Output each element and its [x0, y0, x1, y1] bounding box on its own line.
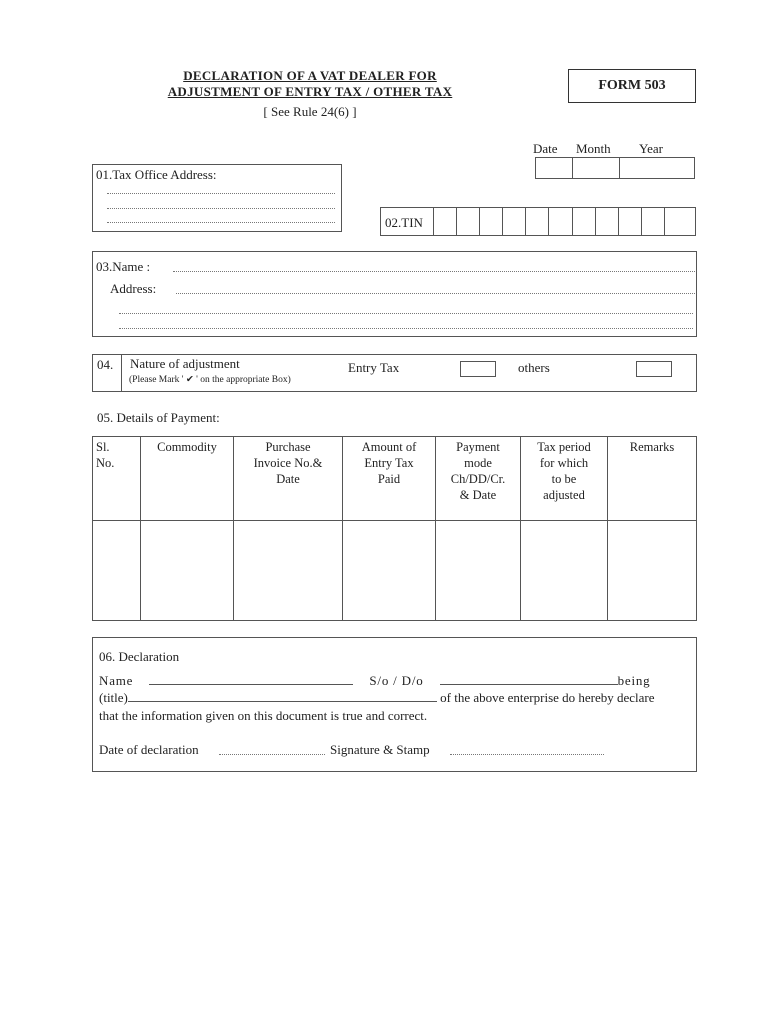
date-label: Date [533, 141, 558, 156]
payment-section-label: 05. Details of Payment: [97, 410, 220, 425]
tin-digit-cells[interactable] [433, 208, 695, 235]
column-header-remarks: Remarks [608, 437, 697, 521]
column-header-tax-period: Tax period for which to be adjusted [521, 437, 608, 521]
tin-box [380, 207, 696, 236]
adjustment-box [92, 354, 697, 392]
year-label: Year [639, 141, 663, 156]
tax-office-line-1[interactable] [107, 193, 335, 194]
column-header-payment-mode: Payment mode Ch/DD/Cr. & Date [436, 437, 521, 521]
declaration-being-label: being [617, 673, 651, 688]
month-label: Month [576, 141, 611, 156]
table-cell[interactable] [93, 521, 141, 621]
table-cell[interactable] [608, 521, 697, 621]
declaration-signature-label: Signature & Stamp [330, 742, 430, 757]
tax-office-line-2[interactable] [107, 208, 335, 209]
table-cell[interactable] [343, 521, 436, 621]
payment-table [92, 436, 697, 621]
table-cell[interactable] [234, 521, 343, 621]
table-cell[interactable] [436, 521, 521, 621]
declaration-date-label: Date of declaration [99, 742, 199, 757]
declaration-declare-text: of the above enterprise do hereby declare [440, 690, 655, 705]
address-line-2[interactable] [119, 313, 693, 314]
others-checkbox[interactable] [636, 361, 672, 377]
form-title-line2: ADJUSTMENT OF ENTRY TAX / OTHER TAX [167, 84, 453, 99]
declaration-title-label: (title) [99, 690, 128, 705]
entry-tax-label: Entry Tax [348, 360, 400, 375]
adjustment-note: (Please Mark ' ✔ ' on the appropriate Box) [129, 375, 291, 385]
tin-label: 02.TIN [385, 215, 423, 230]
declaration-heading: 06. Declaration [99, 649, 180, 664]
entry-tax-checkbox[interactable] [460, 361, 496, 377]
form-title-line1: DECLARATION OF A VAT DEALER FOR [183, 68, 437, 83]
column-header-invoice: Purchase Invoice No.& Date [234, 437, 343, 521]
table-cell[interactable] [141, 521, 234, 621]
declaration-line-1 [99, 673, 691, 689]
declaration-signature-field[interactable] [450, 754, 604, 755]
declaration-name-label: Name [99, 673, 134, 688]
declaration-so-label: S/o / D/o [369, 673, 424, 688]
declaration-line-2 [99, 690, 691, 706]
form-number: FORM 503 [568, 69, 696, 103]
date-input-boxes[interactable] [535, 157, 695, 179]
address-line-3[interactable] [119, 328, 693, 329]
name-label: 03.Name : [96, 259, 151, 274]
address-label: Address: [110, 281, 157, 296]
declaration-line-3: that the information given on this document is true and correct. [99, 708, 428, 723]
declaration-name-field[interactable] [149, 684, 353, 685]
table-row[interactable] [93, 521, 697, 621]
address-line-1[interactable] [176, 293, 695, 294]
column-header-commodity: Commodity [141, 437, 234, 521]
column-header-sl: Sl. No. [93, 437, 141, 521]
tax-office-line-3[interactable] [107, 222, 335, 223]
name-line[interactable] [173, 271, 695, 272]
adjustment-number: 04. [97, 357, 114, 372]
adjustment-label: Nature of adjustment [130, 356, 240, 371]
name-address-box [92, 251, 697, 337]
tax-office-box [92, 164, 342, 232]
rule-reference: [ See Rule 24(6) ] [263, 104, 357, 119]
declaration-so-field[interactable] [440, 684, 618, 685]
others-label: others [518, 360, 550, 375]
tax-office-label: 01.Tax Office Address: [96, 167, 217, 182]
declaration-title-field[interactable] [128, 701, 437, 702]
column-header-amount: Amount of Entry Tax Paid [343, 437, 436, 521]
declaration-box [92, 637, 697, 772]
declaration-date-field[interactable] [219, 754, 325, 755]
table-cell[interactable] [521, 521, 608, 621]
